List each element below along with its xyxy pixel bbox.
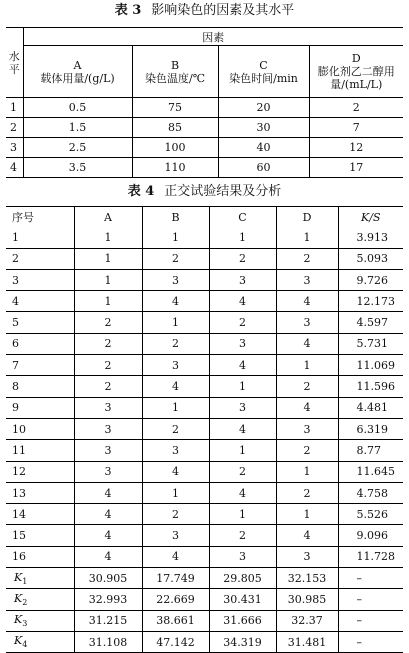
cell-index: 4: [6, 291, 74, 312]
table-row: [6, 269, 403, 290]
cell-d: 2: [276, 482, 338, 503]
table-row: [6, 312, 403, 333]
cell-index: 8: [6, 376, 74, 397]
table-row: [6, 333, 403, 354]
level-value: 2.5: [23, 138, 132, 158]
cell-c: 2: [209, 525, 276, 546]
k-cell-c: 29.805: [209, 568, 276, 589]
factor-b-letter: B: [170, 58, 180, 72]
factor-a-letter: A: [73, 58, 82, 72]
cell-a: 2: [74, 376, 142, 397]
cell-b: 4: [142, 376, 209, 397]
cell-a: 2: [74, 333, 142, 354]
table3-factor-row: [6, 46, 403, 98]
table3-row: [6, 118, 403, 138]
cell-d: 4: [276, 333, 338, 354]
cell-c: 3: [209, 333, 276, 354]
cell-b: 1: [142, 312, 209, 333]
cell-b: 4: [142, 546, 209, 567]
k-label-letter: K: [14, 634, 23, 648]
table-row: [6, 355, 403, 376]
factor-b-name: 染色温度/℃: [144, 71, 205, 85]
cell-d: 1: [276, 227, 338, 248]
table4-caption-number: 表 4: [127, 184, 155, 199]
cell-a: 3: [74, 418, 142, 439]
cell-ks: 11.645: [338, 461, 403, 482]
table3-row: [6, 158, 403, 178]
cell-c: 3: [209, 397, 276, 418]
cell-ks: 12.173: [338, 291, 403, 312]
table4-header-row: [6, 207, 403, 228]
table-row: [6, 291, 403, 312]
factor-c-letter: C: [259, 58, 268, 72]
cell-d: 1: [276, 355, 338, 376]
k-cell-b: 47.142: [142, 631, 209, 652]
cell-index: 14: [6, 504, 74, 525]
cell-ks: 4.758: [338, 482, 403, 503]
cell-d: 4: [276, 291, 338, 312]
level-value: 2: [309, 98, 403, 118]
factor-c-name: 染色时间/min: [229, 71, 298, 85]
cell-b: 1: [142, 227, 209, 248]
level-header: [6, 28, 23, 98]
level-value: 30: [218, 118, 309, 138]
cell-d: 3: [276, 418, 338, 439]
cell-c: 2: [209, 248, 276, 269]
cell-d: 3: [276, 312, 338, 333]
cell-a: 1: [74, 248, 142, 269]
level-value: 40: [218, 138, 309, 158]
cell-d: 4: [276, 525, 338, 546]
factor-d-letter: D: [351, 52, 361, 65]
k-label-letter: K: [14, 570, 23, 584]
cell-a: 2: [74, 355, 142, 376]
k-label-subscript: 1: [22, 576, 28, 586]
level-value: 100: [132, 138, 218, 158]
cell-c: 4: [209, 482, 276, 503]
table-row: [6, 418, 403, 439]
k-cell-a: 31.215: [74, 610, 142, 631]
level-value: 12: [309, 138, 403, 158]
cell-c: 4: [209, 291, 276, 312]
level-value: 3.5: [23, 158, 132, 178]
cell-a: 4: [74, 504, 142, 525]
table3-caption-text: 影响染色的因素及其水平: [151, 3, 295, 18]
table-row: [6, 440, 403, 461]
cell-ks: 11.069: [338, 355, 403, 376]
k-cell-d: 32.37: [276, 610, 338, 631]
cell-b: 4: [142, 461, 209, 482]
cell-a: 3: [74, 440, 142, 461]
cell-b: 3: [142, 355, 209, 376]
orthogonal-results-table: [6, 206, 403, 653]
factor-header-b: [132, 46, 218, 98]
table-row: [6, 376, 403, 397]
table-row: [6, 227, 403, 248]
table-row: [6, 525, 403, 546]
level-value: 17: [309, 158, 403, 178]
k-cell-d: 32.153: [276, 568, 338, 589]
k-sum-row: [6, 631, 403, 652]
cell-a: 3: [74, 461, 142, 482]
cell-b: 2: [142, 504, 209, 525]
k-cell-ks: –: [338, 631, 403, 652]
table3-caption: [0, 3, 409, 19]
cell-c: 4: [209, 418, 276, 439]
cell-index: 16: [6, 546, 74, 567]
level-value: 7: [309, 118, 403, 138]
cell-ks: 5.093: [338, 248, 403, 269]
cell-a: 3: [74, 397, 142, 418]
factor-header-a: [23, 46, 132, 98]
k-cell-b: 22.669: [142, 589, 209, 610]
cell-b: 1: [142, 397, 209, 418]
k-cell-a: 30.905: [74, 568, 142, 589]
k-cell-ks: –: [338, 610, 403, 631]
cell-c: 1: [209, 440, 276, 461]
col-header-index: 序号: [12, 211, 34, 225]
k-cell-ks: –: [338, 568, 403, 589]
cell-ks: 9.096: [338, 525, 403, 546]
factor-group-header: 因素: [23, 28, 403, 46]
cell-ks: 6.319: [338, 418, 403, 439]
factor-a-name: 载体用量/(g/L): [40, 71, 115, 85]
level-value: 75: [132, 98, 218, 118]
table3-group-row: [6, 28, 403, 46]
k-label-letter: K: [14, 591, 23, 605]
cell-index: 9: [6, 397, 74, 418]
cell-d: 2: [276, 440, 338, 461]
k-cell-a: 31.108: [74, 631, 142, 652]
k-cell-d: 31.481: [276, 631, 338, 652]
col-header-b: B: [142, 207, 209, 228]
level-number: 2: [6, 118, 23, 138]
cell-c: 1: [209, 504, 276, 525]
cell-index: 6: [6, 333, 74, 354]
cell-d: 3: [276, 269, 338, 290]
k-cell-c: 34.319: [209, 631, 276, 652]
cell-d: 2: [276, 248, 338, 269]
cell-c: 3: [209, 269, 276, 290]
table3-caption-number: 表 3: [114, 3, 142, 18]
level-number: 3: [6, 138, 23, 158]
table-row: [6, 546, 403, 567]
cell-a: 1: [74, 269, 142, 290]
k-sum-row: [6, 568, 403, 589]
factor-level-table: [6, 27, 403, 178]
table4-caption: [0, 184, 409, 200]
cell-a: 2: [74, 312, 142, 333]
k-cell-c: 30.431: [209, 589, 276, 610]
level-number: 4: [6, 158, 23, 178]
k-sum-row: [6, 610, 403, 631]
cell-b: 2: [142, 248, 209, 269]
cell-b: 4: [142, 291, 209, 312]
cell-b: 1: [142, 482, 209, 503]
cell-ks: 11.596: [338, 376, 403, 397]
cell-index: 13: [6, 482, 74, 503]
cell-b: 3: [142, 525, 209, 546]
k-cell-d: 30.985: [276, 589, 338, 610]
level-value: 110: [132, 158, 218, 178]
cell-index: 5: [6, 312, 74, 333]
level-value: 1.5: [23, 118, 132, 138]
cell-index: 10: [6, 418, 74, 439]
k-label: [6, 631, 74, 652]
k-label: [6, 589, 74, 610]
cell-d: 2: [276, 376, 338, 397]
cell-index: 7: [6, 355, 74, 376]
table-row: [6, 461, 403, 482]
k-cell-c: 31.666: [209, 610, 276, 631]
cell-index: 15: [6, 525, 74, 546]
cell-ks: 4.481: [338, 397, 403, 418]
factor-header-c: [218, 46, 309, 98]
cell-index: 2: [6, 248, 74, 269]
table4-body: [6, 227, 403, 652]
cell-d: 4: [276, 397, 338, 418]
k-label-subscript: 4: [22, 640, 28, 650]
k-label: [6, 610, 74, 631]
col-header-a: A: [74, 207, 142, 228]
level-value: 85: [132, 118, 218, 138]
cell-ks: 9.726: [338, 269, 403, 290]
table-row: [6, 248, 403, 269]
k-cell-b: 17.749: [142, 568, 209, 589]
cell-c: 2: [209, 312, 276, 333]
table4-caption-text: 正交试验结果及分析: [164, 184, 282, 199]
factor-d-name: 膨化剂乙二醇用量/(mL/L): [317, 65, 395, 91]
k-label-subscript: 3: [22, 619, 28, 629]
cell-d: 1: [276, 504, 338, 525]
table3-row: [6, 98, 403, 118]
k-cell-b: 38.661: [142, 610, 209, 631]
cell-ks: 5.526: [338, 504, 403, 525]
cell-index: 3: [6, 269, 74, 290]
cell-a: 1: [74, 227, 142, 248]
cell-b: 3: [142, 440, 209, 461]
col-header-ks: K/S: [338, 207, 403, 228]
k-label: [6, 568, 74, 589]
cell-c: 1: [209, 376, 276, 397]
cell-a: 4: [74, 546, 142, 567]
cell-b: 2: [142, 333, 209, 354]
cell-ks: 11.728: [338, 546, 403, 567]
cell-c: 3: [209, 546, 276, 567]
cell-index: 1: [12, 230, 19, 244]
cell-b: 3: [142, 269, 209, 290]
cell-c: 2: [209, 461, 276, 482]
level-number: 1: [6, 98, 23, 118]
cell-index: 11: [6, 440, 74, 461]
k-sum-row: [6, 589, 403, 610]
cell-ks: 8.77: [338, 440, 403, 461]
cell-d: 1: [276, 461, 338, 482]
cell-a: 4: [74, 482, 142, 503]
cell-a: 4: [74, 525, 142, 546]
cell-b: 2: [142, 418, 209, 439]
table-row: [6, 504, 403, 525]
level-value: 60: [218, 158, 309, 178]
cell-ks: 5.731: [338, 333, 403, 354]
k-cell-ks: –: [338, 589, 403, 610]
table-row: [6, 482, 403, 503]
factor-header-d: [309, 46, 403, 98]
cell-ks: 4.597: [338, 312, 403, 333]
col-header-c: C: [209, 207, 276, 228]
cell-a: 1: [74, 291, 142, 312]
k-label-letter: K: [14, 613, 23, 627]
table3-row: [6, 138, 403, 158]
cell-c: 4: [209, 355, 276, 376]
col-header-d: D: [276, 207, 338, 228]
cell-d: 3: [276, 546, 338, 567]
cell-ks: 3.913: [338, 227, 403, 248]
level-value: 20: [218, 98, 309, 118]
cell-index: 12: [6, 461, 74, 482]
cell-c: 1: [209, 227, 276, 248]
level-header-text: 水平: [8, 49, 20, 76]
k-label-subscript: 2: [22, 598, 28, 608]
table-row: [6, 397, 403, 418]
k-cell-a: 32.993: [74, 589, 142, 610]
level-value: 0.5: [23, 98, 132, 118]
